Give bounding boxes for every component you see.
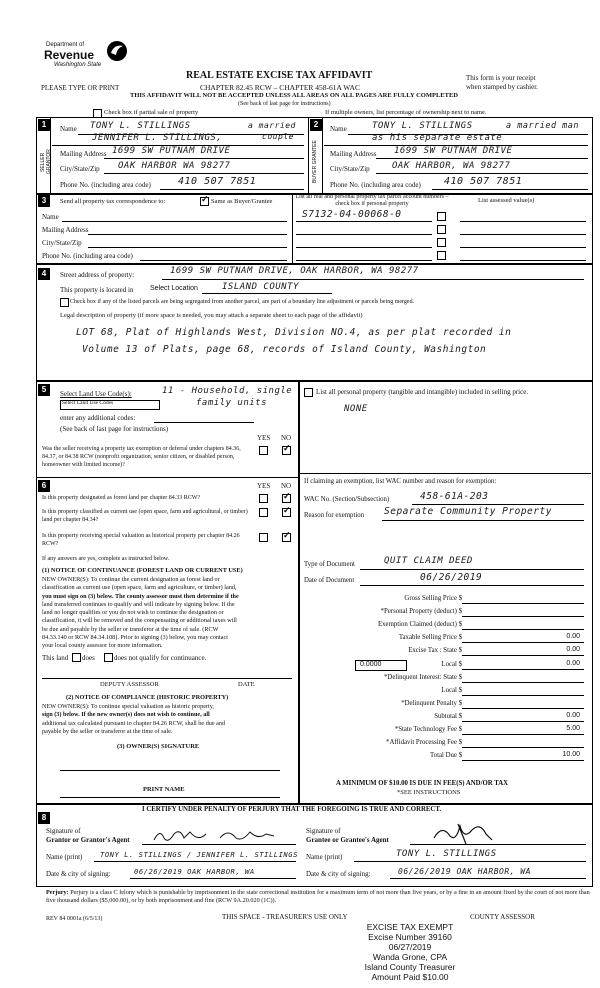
buyer-mailing[interactable]: 1699 SW PUTNAM DRIVE — [394, 146, 513, 156]
tax-row-value[interactable]: 0.00 — [566, 711, 580, 719]
stamp-line: Wanda Grone, CPA — [372, 952, 448, 962]
grantee-date-label: Date & city of signing: — [306, 870, 371, 878]
grantee-print-value[interactable]: TONY L. STILLINGS — [396, 849, 497, 859]
seller-phone-label: Phone No. (including area code) — [60, 181, 151, 189]
legal-label: Legal description of property (if more space is needed, you may attach a separate sheet to each page of the affidavit) — [60, 312, 363, 319]
continuance-line: NEW OWNER(S): To continue the current designation as forest land or — [42, 576, 220, 583]
receipt-note-2: when stamped by cashier. — [466, 83, 538, 91]
land-use-value-2[interactable]: family units — [196, 398, 268, 408]
section-8-badge: 8 — [38, 812, 50, 824]
seller-name-2[interactable]: JENNIFER L. STILLINGS, — [92, 133, 223, 143]
tax-row-label: Local $ — [441, 660, 462, 668]
stamp-line: EXCISE TAX EXEMPT — [366, 922, 454, 932]
section-4-box — [36, 263, 593, 382]
reason-label: Reason for exemption — [304, 512, 365, 519]
grantor-sig-label-2: Grantor or Grantor's Agent — [46, 836, 130, 844]
land-use-value[interactable]: 11 - Household, single — [162, 386, 293, 396]
seller-name-2-note[interactable]: couple — [262, 132, 294, 141]
form-title: REAL ESTATE EXCISE TAX AFFIDAVIT — [186, 70, 373, 81]
seller-side-label: SELLER GRANTOR — [40, 149, 52, 175]
section-3-badge: 3 — [38, 195, 50, 207]
parcel-number[interactable]: S7132-04-00068-0 — [302, 209, 402, 220]
reason-value[interactable]: Separate Community Property — [384, 506, 552, 517]
tax-row-label: Total Due $ — [430, 752, 462, 760]
logo-state: Washington State — [54, 62, 102, 68]
does-not-label: does not qualify for continuance. — [114, 654, 207, 662]
revenue-logo — [44, 42, 134, 76]
tax-row-label: Local $ — [441, 686, 462, 694]
partial-sale-label: Check box if partial sale of property — [104, 109, 199, 116]
s3-mailing-label: Mailing Address — [42, 226, 89, 234]
personal-property-checkbox[interactable] — [304, 388, 313, 397]
minimum-due: A MINIMUM OF $10.00 IS DUE IN FEE(S) AND/OR TAX — [336, 780, 509, 787]
see-back-text: (See back of last page for instructions) — [238, 101, 331, 107]
grantee-date-value[interactable]: 06/26/2019 OAK HARBOR, WA — [398, 867, 531, 876]
s5-yes: YES — [257, 434, 271, 442]
tax-row-label: Exemption Claimed (deduct) $ — [378, 621, 462, 629]
tax-row-label: *Affidavit Processing Fee $ — [386, 739, 462, 747]
street-label: Street address of property: — [60, 271, 135, 279]
this-land-label: This land — [42, 654, 69, 662]
seller-phone[interactable]: 410 507 7851 — [178, 176, 257, 187]
does-label: does — [82, 654, 95, 662]
additional-codes-label: enter any additional codes: — [60, 414, 136, 422]
location-value[interactable]: ISLAND COUNTY — [222, 282, 299, 292]
located-label: This property is located in — [60, 286, 134, 294]
claim-exemption-label: If claiming an exemption, list WAC number and reason for exemption: — [304, 478, 497, 485]
forest-yes-checkbox[interactable] — [259, 494, 268, 503]
seller-city[interactable]: OAK HARBOR WA 98277 — [118, 161, 231, 171]
stamp-line: Island County Treasurer — [364, 962, 456, 972]
historic-text — [42, 703, 297, 736]
warning-text: THIS AFFIDAVIT WILL NOT BE ACCEPTED UNLESS ALL AREAS ON ALL PAGES ARE FULLY COMPLETED — [130, 92, 458, 99]
historic-line: sign (3) below. If the new owner(s) does not wish to continue, all — [42, 711, 210, 719]
does-checkbox[interactable] — [72, 653, 81, 662]
grantor-sig-label-1: Signature of — [46, 827, 81, 835]
segregated-checkbox[interactable] — [60, 298, 69, 307]
receipt-note-1: This form is your receipt — [466, 74, 536, 82]
please-type: PLEASE TYPE OR PRINT — [41, 84, 120, 92]
seller-name-1[interactable]: TONY L. STILLINGS — [90, 121, 191, 131]
historic-yes-checkbox[interactable] — [259, 533, 268, 542]
forest-question: Is this property designated as forest land per chapter 84.33 RCW? — [42, 495, 201, 501]
parcel-checkbox-2[interactable] — [437, 225, 446, 234]
location-select[interactable]: Select Location — [150, 285, 198, 292]
continuance-title: (1) NOTICE OF CONTINUANCE (FOREST LAND OR CURRENT USE) — [42, 567, 243, 574]
current-use-no-check-icon: ✓ — [283, 505, 291, 515]
deputy-date-label: DATE — [238, 681, 255, 688]
exemption-yes-checkbox[interactable] — [259, 446, 268, 455]
historic-no-check-icon: ✓ — [283, 530, 291, 540]
perjury-notice — [46, 889, 591, 905]
parcel-checkbox-1[interactable] — [437, 212, 446, 221]
historic-question: Is this property receiving special valuation as historical property per chapter 84.26 RCW? — [42, 533, 240, 547]
parcel-checkbox-4[interactable] — [437, 251, 446, 260]
deputy-assessor-label: DEPUTY ASSESSOR — [100, 681, 159, 688]
continuance-line: you must sign on (3) below. The county assessor must then determine if the — [42, 592, 239, 600]
historic-line: NEW OWNER(S): To continue special valuation as historic property, — [42, 703, 214, 710]
s5-no: NO — [281, 434, 292, 442]
tax-row-label: Subtotal $ — [434, 712, 462, 720]
treasurer-stamp — [340, 922, 480, 982]
logo-name: Revenue — [44, 48, 95, 62]
multiple-owners-label: If multiple owners, list percentage of ownership next to name. — [325, 109, 487, 116]
doc-type-value[interactable]: QUIT CLAIM DEED — [384, 556, 473, 566]
seller-city-label: City/State/Zip — [60, 165, 100, 173]
parcel-checkbox-3[interactable] — [437, 238, 446, 247]
tax-row-value[interactable]: 0.00 — [566, 659, 580, 667]
section-2-badge: 2 — [310, 119, 322, 131]
stamp-line: 06/27/2019 — [388, 942, 432, 952]
s6-no: NO — [281, 482, 292, 490]
continuance-line: land transferred continues to qualify and will indicate by signing below. If the — [42, 600, 235, 608]
continuance-line: be due and payable by the seller or transferor at the time of sale. (RCW — [42, 625, 219, 633]
street-value[interactable]: 1699 SW PUTNAM DRIVE, OAK HARBOR, WA 98277 — [170, 266, 419, 276]
s6-yes: YES — [257, 482, 271, 490]
s5-see-back: (See back of last page for instructions) — [60, 425, 169, 433]
form-chapter: CHAPTER 82.45 RCW – CHAPTER 458-61A WAC — [200, 83, 360, 92]
same-as-buyer-label: Same as Buyer/Grantee — [211, 198, 273, 205]
perjury-text: Perjury is a class C felony which is punishable by imprisonment in the state correctional institution for a maximum term of not more than five years, or by a fine in an amount fixed by the court of not more than five thousand dollars ($5,000.00), or by both imprisonment and fine (RCW 9A.20.020 (1C)). — [46, 889, 590, 904]
buyer-city-label: City/State/Zip — [330, 165, 370, 173]
segregated-label: Check box if any of the listed parcels are being segregated from another parcel, are part of a boundary line adjustment or parcels being merged. — [70, 299, 415, 305]
s3-phone-label: Phone No. (including area code) — [42, 252, 133, 260]
personal-property-label: List all personal property (tangible and intangible) included in selling price. — [316, 388, 529, 396]
treasurer-use: THIS SPACE - TREASURER'S USE ONLY — [222, 913, 348, 921]
doc-date-label: Date of Document — [304, 577, 355, 584]
assessed-header: List assessed value(s) — [478, 197, 535, 204]
grantor-signature-icon — [150, 826, 290, 846]
grantor-date-value[interactable]: 06/26/2019 OAK HARBOR, WA — [134, 867, 255, 876]
section-6-badge: 6 — [38, 480, 50, 492]
continuance-line: 84.33.140 or RCW 84.34.108). Prior to signing (3) below, you may contact — [42, 634, 228, 642]
tax-row-value[interactable]: 5.00 — [566, 725, 580, 732]
wac-label: WAC No. (Section/Subsection) — [304, 496, 390, 503]
stamp-line: Amount Paid $10.00 — [371, 972, 449, 982]
doc-date-value[interactable]: 06/26/2019 — [420, 572, 483, 583]
form-revision: REV 84 0001a (6/5/13) — [46, 916, 103, 922]
personal-property-value[interactable]: NONE — [344, 404, 368, 414]
forest-no-check-icon: ✓ — [283, 491, 291, 501]
s3-city-label: City/State/Zip — [42, 239, 82, 247]
grantor-print-label: Name (print) — [46, 853, 83, 861]
tax-row-label: *State Technology Fee $ — [394, 726, 462, 733]
historic-line: payable by the seller or transferor at the time of sale. — [42, 727, 173, 735]
section-4-badge: 4 — [38, 268, 50, 280]
tax-row-label: Gross Selling Price $ — [404, 595, 462, 602]
tax-row-value[interactable]: 0.00 — [566, 646, 580, 654]
grantor-date-label: Date & city of signing: — [46, 870, 111, 878]
parcel-header: List all real and personal property tax parcel account numbers – check box if personal property — [295, 194, 449, 207]
grantee-signature-icon — [430, 820, 500, 846]
current-use-yes-checkbox[interactable] — [259, 508, 268, 517]
s3-name-label: Name — [42, 213, 59, 221]
same-as-buyer-check-icon: ✓ — [201, 194, 209, 204]
buyer-phone[interactable]: 410 507 7851 — [444, 176, 523, 187]
print-name-label: PRINT NAME — [143, 786, 185, 793]
send-correspondence-label: Send all property tax correspondence to: — [60, 198, 166, 205]
historic-title: (2) NOTICE OF COMPLIANCE (HISTORIC PROPERTY) — [66, 694, 229, 701]
tax-row-label: *Personal Property (deduct) $ — [380, 608, 462, 616]
grantee-print-label: Name (print) — [306, 853, 343, 861]
continuance-line: your local county assessor for more information. — [42, 642, 163, 650]
legal-line-2[interactable]: Volume 13 of Plats, page 68, records of Island County, Washington — [82, 344, 487, 355]
tax-row-value[interactable]: 10.00 — [562, 751, 580, 759]
section-1-badge: 1 — [38, 119, 50, 131]
exemption-no-check-icon: ✓ — [283, 443, 291, 453]
buyer-name-1[interactable]: TONY L. STILLINGS — [372, 121, 473, 131]
tax-row-label: *Delinquent Interest: State $ — [384, 673, 462, 681]
buyer-name-label: Name — [330, 125, 347, 133]
local-rate-value: 0.0000 — [360, 661, 382, 668]
does-not-checkbox[interactable] — [104, 653, 113, 662]
seller-name-1-note[interactable]: a married — [248, 121, 296, 130]
land-use-select-label: Select Land Use Codes — [62, 400, 114, 406]
see-instructions: *SEE INSTRUCTIONS — [397, 789, 461, 796]
exemption-question: Was the seller receiving a property tax exemption or deferral under chapters 84.36, 84.37, or 84.38 RCW (nonprofit organization, senior citizen, or disabled person, homeowner with limited income)? — [42, 446, 241, 468]
legal-line-1[interactable]: LOT 68, Plat of Highlands West, Division NO.4, as per plat recorded in — [76, 327, 512, 338]
county-assessor: COUNTY ASSESSOR — [470, 913, 535, 921]
logo-dept: Department of — [46, 42, 85, 48]
buyer-side-label: BUYER GRANTEE — [312, 140, 318, 184]
tax-row-label: Excise Tax : State $ — [408, 647, 462, 655]
doc-type-label: Type of Document — [304, 561, 355, 568]
seller-name-label: Name — [60, 125, 77, 133]
wac-value[interactable]: 458-61A-203 — [420, 491, 489, 502]
grantee-sig-label-1: Signature of — [306, 827, 341, 835]
seller-mailing-label: Mailing Address — [60, 150, 107, 158]
section-5-badge: 5 — [38, 384, 50, 396]
revenue-swirl-icon — [106, 40, 128, 62]
historic-line: additional tax calculated pursuant to chapter 84.26 RCW, shall be due and — [42, 719, 226, 727]
buyer-name-1-note[interactable]: a married man — [506, 121, 580, 131]
tax-row-label: *Delinquent Penalty $ — [401, 699, 462, 707]
tax-row-label: Taxable Selling Price $ — [398, 634, 462, 642]
buyer-mailing-label: Mailing Address — [330, 150, 377, 158]
land-use-label: Select Land Use Code(s): — [60, 390, 132, 398]
buyer-phone-label: Phone No. (including area code) — [330, 181, 421, 189]
certify-text: I CERTIFY UNDER PENALTY OF PERJURY THAT THE FOREGOING IS TRUE AND CORRECT. — [142, 806, 442, 813]
continuance-line: classification as current use (open space, farm and agriculture, or timber) land, — [42, 584, 237, 592]
current-use-question: Is this property classified as current use (open space, farm and agricultural, or timber) land per chapter 84.34? — [42, 509, 248, 523]
continuance-line: land no longer qualifies or you do not wish to continue the designation or — [42, 609, 224, 617]
seller-mailing[interactable]: 1699 SW PUTNAM DRIVE — [112, 146, 231, 156]
stamp-line: Excise Number 39160 — [368, 932, 452, 942]
buyer-city[interactable]: OAK HARBOR, WA 98277 — [392, 161, 511, 171]
grantor-print-value[interactable]: TONY L. STILLINGS / JENNIFER L. STILLINGS — [100, 850, 298, 859]
tax-row-value[interactable]: 0.00 — [566, 633, 580, 641]
continuance-line: classification, it will be removed and the compensating or additional taxes will — [42, 617, 237, 625]
perjury-lead: Perjury: — [46, 889, 69, 896]
if-yes-text: If any answers are yes, complete as instructed below. — [42, 556, 170, 562]
buyer-name-2[interactable]: as his separate estate — [372, 133, 503, 143]
owner-signature-label: (3) OWNER(S) SIGNATURE — [117, 743, 200, 750]
grantee-sig-label-2: Grantee or Grantee's Agent — [306, 836, 389, 844]
continuance-text — [42, 576, 297, 651]
